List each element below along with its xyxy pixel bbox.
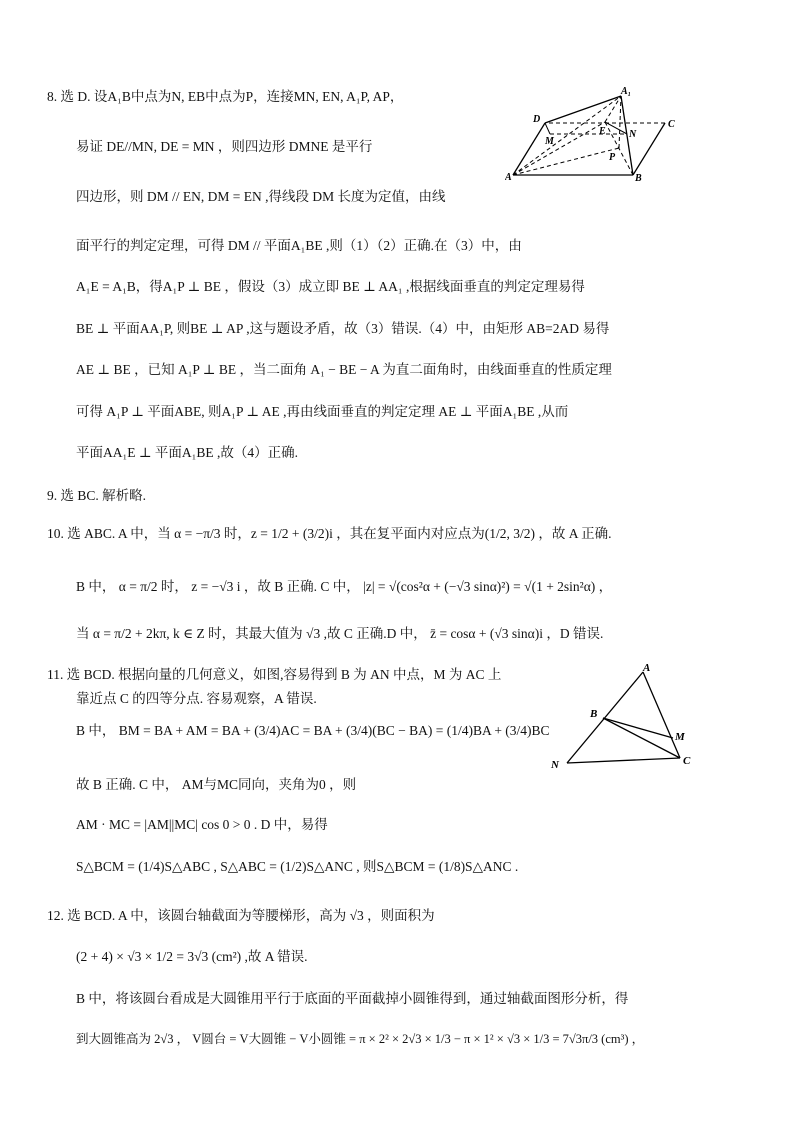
q11-line-1: 11. 选 BCD. 根据向量的几何意义，如图,容易得到 B 为 AN 中点，M 为 AC 上 xyxy=(47,667,502,682)
q11-line-6: S△BCM = (1/4)S△ABC , S△ABC = (1/2)S△ANC , 则S△BCM = (1/8)S△ANC . xyxy=(76,859,519,874)
q12-line-4: 到大圆锥高为 2√3 ， V圆台 = V大圆锥 − V小圆锥 = π × 2² × 2√3 × 1/3 − π × 1² × √3 × 1/3 = 7√3π/3 (cm³) ， xyxy=(76,1032,645,1046)
label-E: E xyxy=(599,126,606,137)
label-B: B xyxy=(635,173,642,182)
label-C: C xyxy=(683,755,691,767)
label-P: P xyxy=(609,152,616,163)
q11-line-2: 靠近点 C 的四等分点. 容易观察，A 错误. xyxy=(76,691,317,706)
edge-EN xyxy=(605,122,627,134)
label-A: A xyxy=(505,172,512,182)
q12-line-2: (2 + 4) × √3 × 1/2 = 3√3 (cm²) ,故 A 错误. xyxy=(76,949,308,964)
edge-EA1 xyxy=(605,96,621,122)
label-M: M xyxy=(675,731,685,743)
label-M: M xyxy=(545,136,554,147)
figure-folded-rectangle xyxy=(505,82,675,182)
q8-line-9: 平面AA₁E ⊥ 平面A₁BE ,故（4）正确. xyxy=(76,445,298,460)
edge-A1P xyxy=(619,96,621,148)
edge-AD xyxy=(513,123,545,175)
edge-BM xyxy=(603,718,673,738)
label-D: D xyxy=(533,114,541,125)
q9-line-1: 9. 选 BC. 解析略. xyxy=(47,488,147,503)
q10-line-3: 当 α = π/2 + 2kπ, k ∈ Z 时，其最大值为 √3 ,故 C 正确.D 中， z̄ = cosα + (√3 sinα)i ，D 错误. xyxy=(76,626,604,641)
label-A: A xyxy=(643,662,651,674)
label-N: N xyxy=(551,759,559,771)
q8-line-5: A₁E = A₁B，得A₁P ⊥ BE ，假设（3）成立即 BE ⊥ AA₁ ,根据线面垂直的判定定理易得 xyxy=(76,279,585,294)
label-N: N xyxy=(629,129,637,140)
q8-line-1: 8. 选 D. 设A₁B中点为N, EB中点为P，连接MN, EN, A₁P, AP， xyxy=(47,89,404,104)
figure-triangle-anc xyxy=(545,660,705,775)
q8-line-3: 四边形，则 DM // EN, DM = EN ,得线段 DM 长度为定值，由线 xyxy=(76,189,446,204)
q8-line-4: 面平行的判定定理，可得 DM // 平面A₁BE ,则（1）（2）正确.在（3）中，由 xyxy=(76,238,522,253)
q12-line-3: B 中，将该圆台看成是大圆锥用平行于底面的平面截掉小圆锥得到，通过轴截面图形分析，得 xyxy=(76,991,629,1006)
q12-line-1: 12. 选 BCD. A 中，该圆台轴截面为等腰梯形，高为 √3 ，则面积为 xyxy=(47,908,435,923)
edge-AE xyxy=(513,122,605,175)
q8-line-2: 易证 DE//MN, DE = MN ，则四边形 DMNE 是平行 xyxy=(76,139,373,154)
q11-line-3: B 中， BM = BA + AM = BA + (3/4)AC = BA + (3/4)(BC − BA) = (1/4)BA + (3/4)BC xyxy=(76,723,550,738)
q8-line-7: AE ⊥ BE ，已知 A₁P ⊥ BE ，当二面角 A₁ − BE − A 为直二面角时，由线面垂直的性质定理 xyxy=(76,362,612,377)
q10-line-1: 10. 选 ABC. A 中，当 α = −π/3 时，z = 1/2 + (3/2)i ，其在复平面内对应点为(1/2, 3/2) ，故 A 正确. xyxy=(47,526,612,541)
edge-NC xyxy=(567,758,680,763)
edge-AC xyxy=(643,672,680,758)
edge-BC xyxy=(633,123,665,175)
q11-line-4: 故 B 正确. C 中， AM与MC同向，夹角为0 ，则 xyxy=(76,777,357,792)
label-A1: A₁ xyxy=(621,86,632,97)
edge-AN xyxy=(567,672,643,763)
q8-line-6: BE ⊥ 平面AA₁P, 则BE ⊥ AP ,这与题设矛盾，故（3）错误.（4）中，由矩形 AB=2AD 易得 xyxy=(76,321,610,336)
label-C: C xyxy=(668,119,675,130)
edge-DM xyxy=(545,123,550,134)
q8-line-8: 可得 A₁P ⊥ 平面ABE, 则A₁P ⊥ AE ,再由线面垂直的判定定理 AE ⊥ 平面A₁BE ,从而 xyxy=(76,404,569,419)
edge-BC xyxy=(603,718,680,758)
label-B: B xyxy=(590,708,598,720)
edge-AP xyxy=(513,148,619,175)
q10-line-2: B 中， α = π/2 时， z = −√3 i ，故 B 正确. C 中， |z| = √(cos²α + (−√3 sinα)²) = √(1 + 2sin²α) ， xyxy=(76,579,613,594)
edge-DA1 xyxy=(545,96,621,123)
q11-line-5: AM · MC = |AM||MC| cos 0 > 0 . D 中，易得 xyxy=(76,817,328,832)
